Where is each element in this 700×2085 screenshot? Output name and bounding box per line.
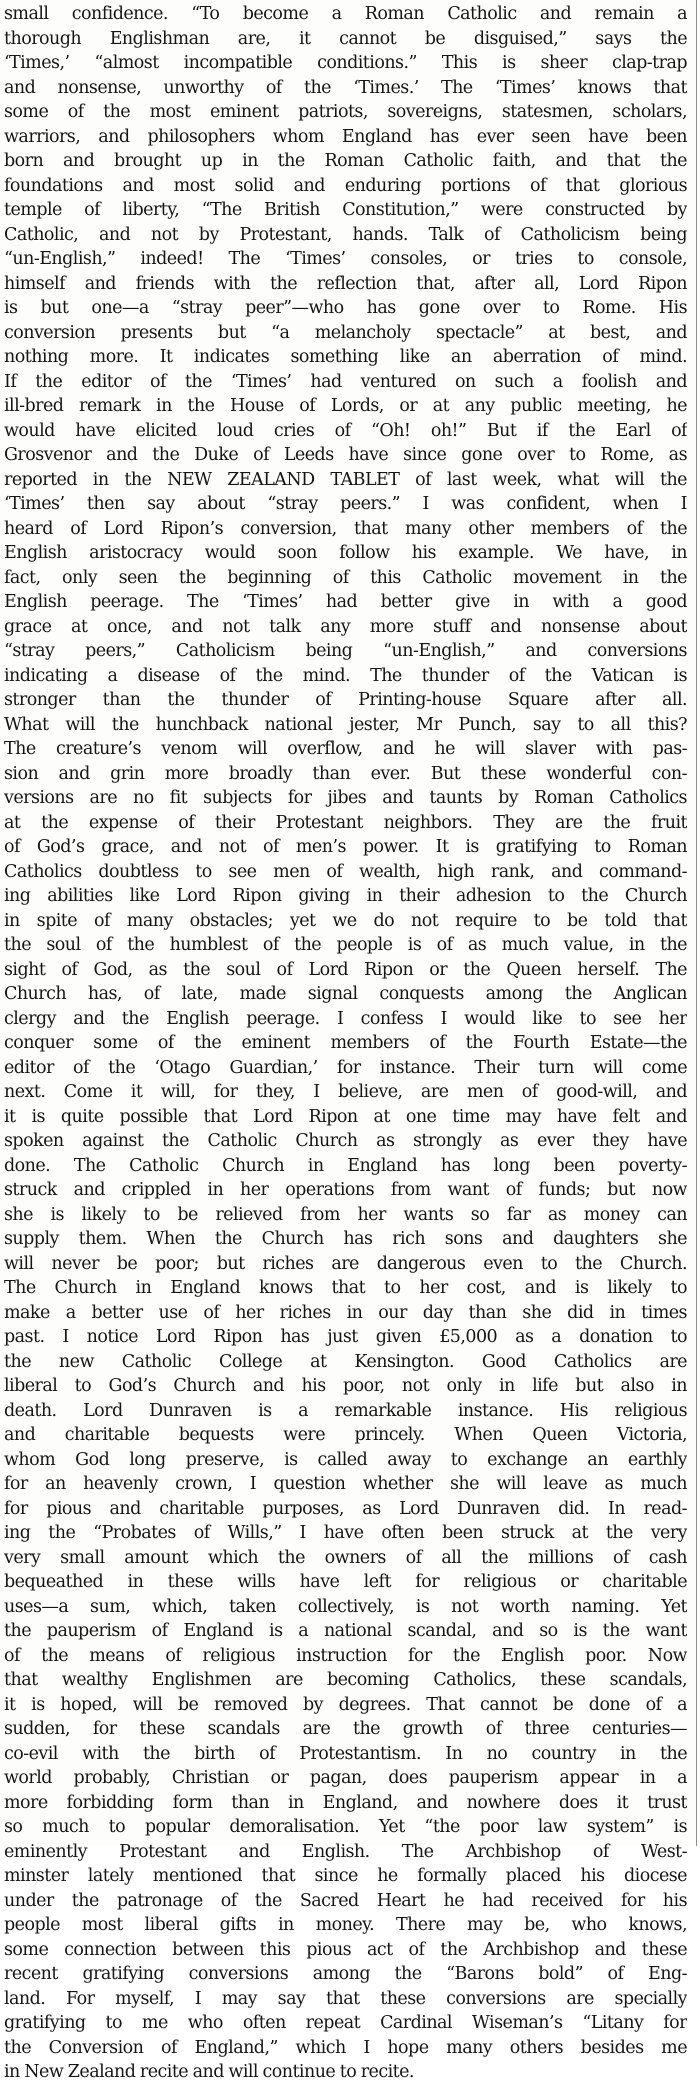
text-line: minster lately mentioned that since he formally placed his diocese <box>4 1866 687 1886</box>
text-line: the new Catholic College at Kensington. Good Catholics are <box>4 1351 687 1372</box>
text-line: the soul of the humblest of the people is of as much value, in the <box>4 935 687 955</box>
text-line: ‘Times’ then say about “stray peers.” I was confident, when I <box>4 494 687 514</box>
text-line: sion and grin more broadly than ever. But these wonderful con- <box>4 763 687 784</box>
text-line: Catholics doubtless to see men of wealth, high rank, and command- <box>4 861 687 882</box>
text-line: and nonsense, unworthy of the ‘Times.’ The ‘Times’ knows that <box>4 77 687 98</box>
text-line: The creature’s venom will overflow, and he will slaver with pas- <box>4 739 687 759</box>
text-line: death. Lord Dunraven is a remarkable instance. His religious <box>4 1400 687 1421</box>
text-line: sight of God, as the soul of Lord Ripon or the Queen herself. The <box>4 959 687 980</box>
text-line: under the patronage of the Sacred Heart he had received for his <box>4 1890 687 1911</box>
text-line: liberal to God’s Church and his poor, not only in life but also in <box>4 1376 687 1396</box>
text-line: done. The Catholic Church in England has long been poverty- <box>4 1155 687 1176</box>
text-line: conquer some of the eminent members of the Fourth Estate—the <box>4 1033 687 1053</box>
text-line: temple of liberty, “The British Constitution,” were constructed by <box>4 200 687 220</box>
text-line: “stray peers,” Catholicism being “un-English,” and conversions <box>4 641 687 661</box>
text-line: thorough Englishman are, it cannot be disguised,” says the <box>4 28 687 49</box>
text-line: English aristocracy would soon follow his example. We have, in <box>4 543 687 563</box>
text-line: of God’s grace, and not of men’s power. It is gratifying to Roman <box>4 837 687 857</box>
text-line: born and brought up in the Roman Catholic faith, and that the <box>4 151 687 171</box>
text-line: people most liberal gifts in money. There may be, who knows, <box>4 1915 687 1935</box>
text-line: Catholic, and not by Protestant, hands. Talk of Catholicism being <box>4 224 687 245</box>
text-line: fact, only seen the beginning of this Catholic movement in the <box>4 567 687 588</box>
text-line: Church has, of late, made signal conquests among the Anglican <box>4 984 687 1004</box>
text-line: ing the “Probates of Wills,” I have often been struck at the very <box>4 1523 687 1543</box>
text-line: heard of Lord Ripon’s conversion, that many other members of the <box>4 518 687 539</box>
article-column <box>4 2 687 2085</box>
text-line: Grosvenor and the Duke of Leeds have since gone over to Rome, as <box>4 445 687 465</box>
text-line: clergy and the English peerage. I confess I would like to see her <box>4 1008 687 1029</box>
text-line: the Conversion of England,” which I hope many others besides me <box>4 2037 687 2058</box>
text-line: versions are no fit subjects for jibes and taunts by Roman Catholics <box>4 788 687 808</box>
text-line: at the expense of their Protestant neighbors. They are the fruit <box>4 812 687 833</box>
text-line: the pauperism of England is a national scandal, and so is the want <box>4 1621 687 1641</box>
text-line: it is hoped, will be removed by degrees. That cannot be done of a <box>4 1694 687 1715</box>
text-line: very small amount which the owners of all the millions of cash <box>4 1547 687 1568</box>
text-line: ing abilities like Lord Ripon giving in their adhesion to the Church <box>4 886 687 906</box>
text-line: will never be poor; but riches are dangerous even to the Church. <box>4 1253 687 1274</box>
text-line: it is quite possible that Lord Ripon at one time may have felt and <box>4 1106 687 1127</box>
text-line: co-evil with the birth of Protestantism. In no country in the <box>4 1743 687 1764</box>
text-line: she is likely to be relieved from her wants so far as money can <box>4 1204 687 1225</box>
text-line: indicating a disease of the mind. The thunder of the Vatican is <box>4 665 687 686</box>
text-line: editor of the ‘Otago Guardian,’ for instance. Their turn will come <box>4 1057 687 1078</box>
text-line: make a better use of her riches in our day than she did in times <box>4 1302 687 1323</box>
text-line: land. For myself, I may say that these conversions are specially <box>4 1988 687 2009</box>
text-line: conversion presents but “a melancholy spectacle” at best, and <box>4 322 687 343</box>
text-line: and charitable bequests were princely. When Queen Victoria, <box>4 1425 687 1445</box>
text-line: whom God long preserve, is called away to exchange an earthly <box>4 1449 687 1470</box>
text-line: sudden, for these scandals are the growth of three centuries— <box>4 1719 687 1739</box>
text-line: The Church in England knows that to her cost, and is likely to <box>4 1278 687 1298</box>
text-line: more forbidding form than in England, and nowhere does it trust <box>4 1792 687 1813</box>
text-line: next. Come it will, for they, I believe, are men of good-will, and <box>4 1082 687 1102</box>
text-line: in spite of many obstacles; yet we do not require to be told that <box>4 910 687 931</box>
text-line: would have elicited loud cries of “Oh! oh!” But if the Earl of <box>4 420 687 441</box>
column-rule <box>696 0 697 1846</box>
text-line: warriors, and philosophers whom England has ever seen have been <box>4 126 687 147</box>
text-line: recent gratifying conversions among the “Barons bold” of Eng- <box>4 1964 687 1984</box>
text-line: uses—a sum, which, taken collectively, is not worth naming. Yet <box>4 1596 687 1617</box>
text-line: supply them. When the Church has rich sons and daughters she <box>4 1229 687 1249</box>
text-line: struck and crippled in her operations from want of funds; but now <box>4 1180 687 1200</box>
text-line: that wealthy Englishmen are becoming Catholics, these scandals, <box>4 1670 687 1690</box>
text-line: What will the hunchback national jester, Mr Punch, say to all this? <box>4 714 687 735</box>
text-line: gratifying to me who often repeat Cardinal Wiseman’s “Litany for <box>4 2013 687 2033</box>
text-line: himself and friends with the reflection that, after all, Lord Ripon <box>4 273 687 294</box>
text-line: stronger than the thunder of Printing-house Square after all. <box>4 690 687 710</box>
text-line: past. I notice Lord Ripon has just given £5,000 as a donation to <box>4 1327 687 1347</box>
text-line: for pious and charitable purposes, as Lord Dunraven did. In read- <box>4 1498 687 1519</box>
text-line: ill-bred remark in the House of Lords, or at any public meeting, he <box>4 396 687 416</box>
text-line: grace at once, and not talk any more stuff and nonsense about <box>4 616 687 637</box>
text-line: foundations and most solid and enduring portions of that glorious <box>4 175 687 196</box>
text-line: bequeathed in these wills have left for religious or charitable <box>4 1572 687 1592</box>
text-line: nothing more. It indicates something like an aberration of mind. <box>4 347 687 367</box>
text-line: English peerage. The ‘Times’ had better give in with a good <box>4 592 687 612</box>
text-line: some of the most eminent patriots, sovereigns, statesmen, scholars, <box>4 102 687 122</box>
text-line: reported in the NEW ZEALAND TABLET of last week, what will the <box>4 469 687 490</box>
text-line: is but one—a “stray peer”—who has gone over to Rome. His <box>4 298 687 318</box>
text-line: in New Zealand recite and will continue to recite. <box>4 2062 414 2082</box>
text-line: for an heavenly crown, I question whether she will leave as much <box>4 1474 687 1494</box>
text-line: spoken against the Catholic Church as strongly as ever they have <box>4 1131 687 1151</box>
text-line: some connection between this pious act of the Archbishop and these <box>4 1939 687 1960</box>
text-line: If the editor of the ‘Times’ had ventured on such a foolish and <box>4 371 687 392</box>
text-line: of the means of religious instruction for the English poor. Now <box>4 1645 687 1666</box>
text-line: eminently Protestant and English. The Archbishop of West- <box>4 1841 687 1862</box>
text-line: ‘Times,’ “almost incompatible conditions.” This is sheer clap-trap <box>4 53 687 73</box>
text-line: so much to popular demoralisation. Yet “the poor law system” is <box>4 1817 687 1837</box>
text-line: “un-English,” indeed! The ‘Times’ consoles, or tries to console, <box>4 249 687 269</box>
text-line: small confidence. “To become a Roman Catholic and remain a <box>4 4 687 24</box>
text-line: world probably, Christian or pagan, does pauperism appear in a <box>4 1768 687 1788</box>
